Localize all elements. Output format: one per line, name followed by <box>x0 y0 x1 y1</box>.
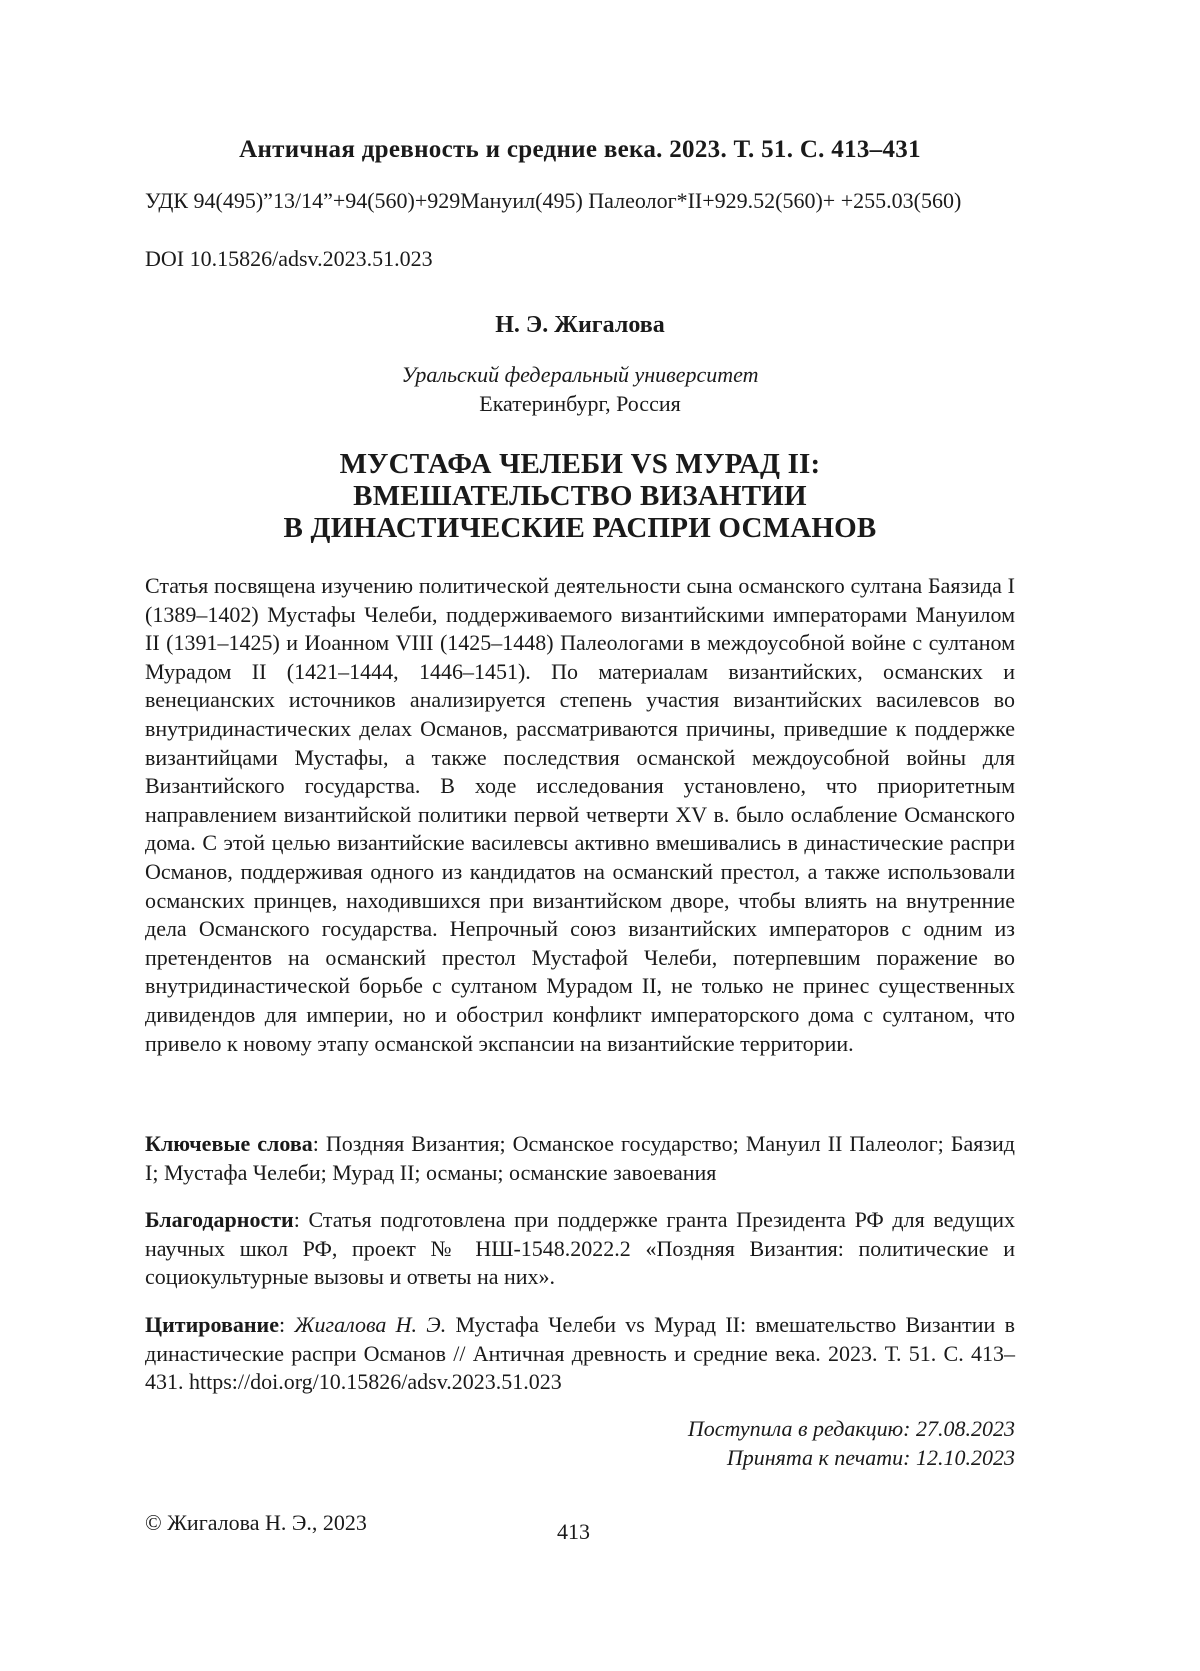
accepted-date: Принята к печати: 12.10.2023 <box>726 1445 1015 1470</box>
institution: Уральский федеральный университет <box>401 362 759 387</box>
doi-line: DOI 10.15826/adsv.2023.51.023 <box>145 246 433 271</box>
citation-separator: : <box>278 1312 295 1337</box>
abstract: Статья посвящена изучению политической деятельности сына османского султана Баязида I (1389–1402) Мустафы Челеби, поддерживаемого византийскими императорами Мануилом II (1391–1425) и Иоанном VIII (1425–1448) Палеологами в междоусобной войне с султаном Мурадом II (1421–1444, 1446–1451). По материалам византийских, османских и венецианских источников анализируется степень участия византийских василевсов во внутридинастических делах Османов, рассматриваются причины, приведшие к поддержке византийцами Мустафы, а также последствия османской междоусобной войны для Византийского государства. В ходе исследования установлено, что приоритетным направлением византийской политики первой четверти XV в. было ослабление Османского дома. С этой целью византийские василевсы активно вмешивались в династические распри Османов, поддерживая одного из кандидатов на османский престол, а также использовали османских принцев, находившихся при византийском дворе, чтобы влиять на внутренние дела Османского государства. Непрочный союз византийских императоров с одним из претендентов на османский престол Мустафой Челеби, потерпевшим поражение во внутридинастической борьбе с султаном Мурадом II, не только не принес существенных дивидендов для империи, но и обострил конфликт императорского дома с султаном, что привело к новому этапу османской экспансии на византийские территории. <box>145 573 1015 1056</box>
title-line-2: ВМЕШАТЕЛЬСТВО ВИЗАНТИИ <box>353 480 807 512</box>
author-name: Н. Э. Жигалова <box>495 312 665 338</box>
acknowledgements-label: Благодарности <box>145 1207 294 1232</box>
received-date: Поступила в редакцию: 27.08.2023 <box>687 1416 1015 1441</box>
city: Екатеринбург, Россия <box>479 391 681 416</box>
article-title <box>145 448 1015 544</box>
journal-header: Античная древность и средние века. 2023. Т. 51. С. 413–431 <box>239 136 921 163</box>
citation <box>145 1311 1015 1397</box>
udk-line: УДК 94(495)”13/14”+94(560)+929Мануил(495) Палеолог*II+929.52(560)+ +255.03(560) <box>145 188 962 213</box>
title-line-1: МУСТАФА ЧЕЛЕБИ VS МУРАД II: <box>339 448 821 480</box>
citation-author: Жигалова Н. Э. <box>294 1312 447 1337</box>
editorial-dates <box>145 1414 1015 1472</box>
page-number: 413 <box>557 1519 590 1544</box>
keywords-label: Ключевые слова <box>145 1131 313 1156</box>
keywords <box>145 1130 1015 1187</box>
affiliation <box>145 360 1015 418</box>
copyright: © Жигалова Н. Э., 2023 <box>145 1510 367 1535</box>
citation-text: Мустафа Челеби vs Мурад II: вмешательство Византии в династические распри Османов // Античная древность и средние века. 2023. Т. 51. С. 413–431. https://doi.org/10.15826/adsv.2023.51.023 <box>145 1312 1015 1395</box>
title-line-3: В ДИНАСТИЧЕСКИЕ РАСПРИ ОСМАНОВ <box>283 512 877 544</box>
acknowledgements <box>145 1206 1015 1292</box>
citation-label: Цитирование <box>145 1312 279 1337</box>
keywords-text: : Поздняя Византия; Османское государство; Мануил II Палеолог; Баязид I; Мустафа Челеби; Мурад II; османы; османские завоевания <box>145 1131 1015 1185</box>
acknowledgements-text: : Статья подготовлена при поддержке гранта Президента РФ для ведущих научных школ РФ, проект № НШ-1548.2022.2 «Поздняя Византия: политические и социокультурные вызовы и ответы на них». <box>145 1207 1015 1290</box>
